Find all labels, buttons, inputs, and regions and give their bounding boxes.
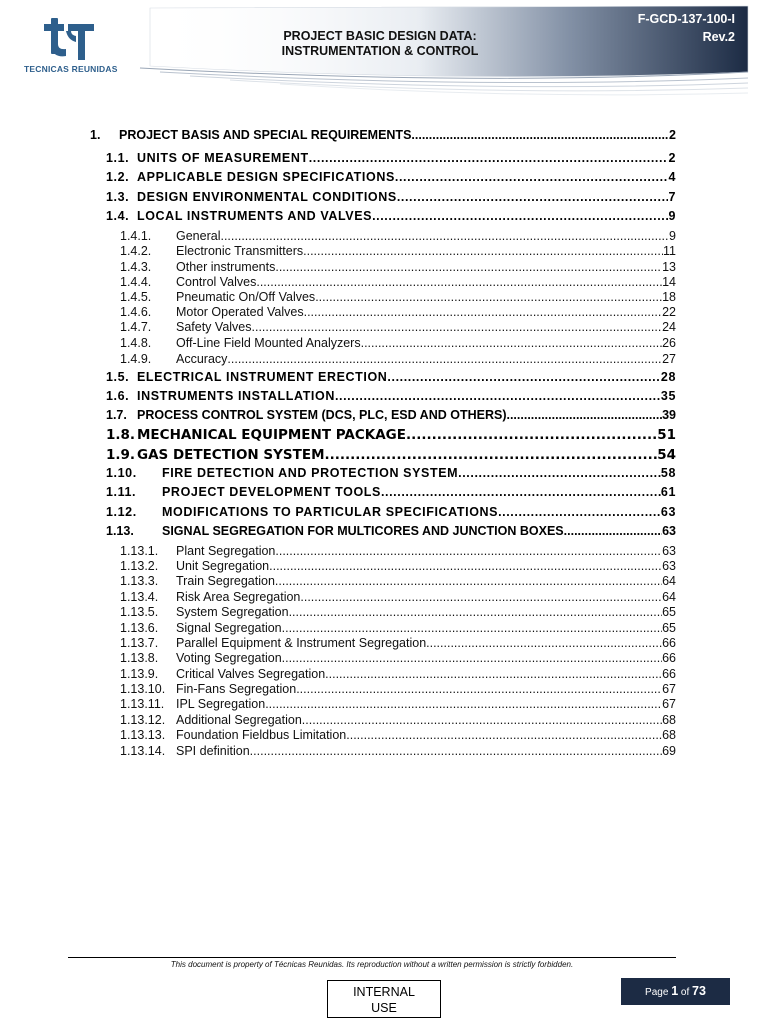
toc-entry[interactable] [106,485,676,499]
page-total: 73 [692,984,706,998]
toc-page: 63 [662,544,676,558]
toc-number: 1.4.5. [120,290,152,304]
toc-page: 63 [662,559,676,573]
toc-page: 24 [662,320,676,334]
toc-leader [458,466,661,480]
toc-number: 1.13.2. [120,559,159,573]
toc-page: 67 [662,682,676,696]
toc-entry[interactable] [120,320,676,334]
toc-title: PROJECT BASIS AND SPECIAL REQUIREMENTS [119,128,412,142]
toc-entry[interactable] [120,728,676,742]
toc-leader [325,447,658,463]
toc-page: 66 [662,636,676,650]
toc-number: 1.13.9. [120,667,159,681]
toc-entry[interactable] [120,667,676,681]
toc-leader [256,275,662,289]
toc-page: 65 [662,621,676,635]
toc-leader [372,209,668,223]
toc-entry[interactable] [106,190,676,204]
toc-number: 1.5. [106,370,130,384]
toc-page: 18 [662,290,676,304]
toc-entry[interactable] [120,275,676,289]
toc-entry[interactable] [106,505,676,519]
toc-title: Electronic Transmitters [176,244,304,258]
toc-leader [395,170,669,184]
toc-page: 27 [662,352,676,366]
toc-leader [309,151,669,165]
toc-leader [275,574,662,588]
toc-number: 1.13.14. [120,744,166,758]
toc-title: Risk Area Segregation [176,590,301,604]
toc-number: 1.12. [106,505,137,519]
logo-wordmark: TECNICAS REUNIDAS [24,64,118,74]
toc-title: Additional Segregation [176,713,302,727]
toc-title: Unit Segregation [176,559,270,573]
toc-page: 64 [662,590,676,604]
toc-entry[interactable] [120,290,676,304]
toc-number: 1.7. [106,408,127,422]
toc-entry[interactable] [120,682,676,696]
toc-page: 65 [662,605,676,619]
toc-entry[interactable] [90,128,676,142]
toc-number: 1.4.3. [120,260,152,274]
toc-title: SIGNAL SEGREGATION FOR MULTICORES AND JUNCTION BOXES [162,524,564,538]
toc-number: 1.2. [106,170,130,184]
toc-title: PROJECT DEVELOPMENT TOOLS [162,485,381,499]
toc-title: Voting Segregation [176,651,282,665]
toc-number: 1.13.12. [120,713,166,727]
toc-title: Critical Valves Segregation [176,667,326,681]
toc-page: 54 [657,447,676,463]
toc-title: FIRE DETECTION AND PROTECTION SYSTEM [162,466,459,480]
toc-number: 1.13.11. [120,697,165,711]
toc-page: 14 [662,275,676,289]
toc-leader [275,544,662,558]
toc-number: 1.4. [106,209,130,223]
toc-number: 1. [90,128,101,142]
toc-number: 1.13.6. [120,621,159,635]
toc-entry[interactable] [120,305,676,319]
toc-entry[interactable] [120,605,676,619]
toc-leader [265,697,662,711]
toc-page: 2 [669,128,676,142]
copyright-notice: This document is property of Técnicas Reunidas. Its reproduction without a written permission is strictly forbidden. [170,960,574,969]
toc-title: Motor Operated Valves [176,305,304,319]
document-revision: Rev.2 [702,30,735,44]
toc-number: 1.4.8. [120,336,152,350]
toc-title: Parallel Equipment & Instrument Segregation [176,636,427,650]
toc-number: 1.3. [106,190,130,204]
toc-leader [325,667,662,681]
toc-page: 39 [662,408,676,422]
toc-title: INSTRUMENTS INSTALLATION [137,389,335,403]
toc-entry[interactable] [120,744,676,758]
toc-number: 1.13.4. [120,590,159,604]
toc-title: System Segregation [176,605,289,619]
toc-title: Train Segregation [176,574,275,588]
toc-entry[interactable] [120,260,676,274]
toc-leader [426,636,662,650]
toc-title: LOCAL INSTRUMENTS AND VALVES [137,209,373,223]
toc-leader [250,744,662,758]
toc-title: Safety Valves [176,320,252,334]
toc-entry[interactable] [106,427,676,443]
toc-page: 22 [662,305,676,319]
toc-leader [302,713,662,727]
page-of: of [680,987,690,998]
toc-number: 1.13.1. [120,544,159,558]
toc-entry[interactable] [120,244,676,258]
toc-leader [304,305,662,319]
toc-entry[interactable] [106,370,676,384]
toc-number: 1.13.3. [120,574,159,588]
classification-box [327,980,441,1018]
toc-entry[interactable] [120,352,676,366]
toc-page: 66 [662,651,676,665]
toc-page: 28 [660,370,676,384]
toc-number: 1.13.8. [120,651,159,665]
toc-leader [252,320,663,334]
toc-title: MECHANICAL EQUIPMENT PACKAGE [137,427,406,443]
toc-entry[interactable] [120,651,676,665]
toc-title: PROCESS CONTROL SYSTEM (DCS, PLC, ESD AND OTHERS) [137,408,507,422]
toc-number: 1.4.7. [120,320,152,334]
toc-title: Fin-Fans Segregation [176,682,297,696]
toc-page: 66 [662,667,676,681]
toc-entry[interactable] [120,636,676,650]
toc-entry[interactable] [106,170,676,184]
toc-entry[interactable] [120,713,676,727]
toc-page: 67 [662,697,676,711]
toc-leader [506,408,662,422]
toc-title: Accuracy [176,352,228,366]
toc-leader [315,290,662,304]
toc-title: DESIGN ENVIRONMENTAL CONDITIONS [137,190,397,204]
toc-page: 64 [662,574,676,588]
toc-number: 1.6. [106,389,130,403]
toc-leader [406,427,657,443]
classification-line-1: INTERNAL [353,985,415,999]
toc-entry[interactable] [106,151,676,165]
toc-title: UNITS OF MEASUREMENT [137,151,309,165]
toc-leader [282,651,662,665]
document-code: F-GCD-137-100-I [637,12,735,26]
toc-number: 1.9. [106,447,136,463]
toc-entry[interactable] [120,590,676,604]
toc-entry[interactable] [120,697,676,711]
toc-page: 68 [662,713,676,727]
toc-entry[interactable] [120,229,676,243]
toc-title: Off-Line Field Mounted Analyzers [176,336,361,350]
toc-leader [300,590,662,604]
toc-leader [282,621,662,635]
toc-leader [397,190,669,204]
toc-title: Other instruments [176,260,276,274]
toc-leader [269,559,662,573]
toc-leader [411,128,669,142]
toc-entry[interactable] [120,544,676,558]
toc-title: MODIFICATIONS TO PARTICULAR SPECIFICATIONS [162,505,499,519]
toc-page: 26 [662,336,676,350]
toc-title: General [176,229,221,243]
toc-title: GAS DETECTION SYSTEM [137,447,325,463]
toc-leader [296,682,662,696]
toc-number: 1.4.2. [120,244,152,258]
company-logo [18,18,128,78]
toc-page: 58 [660,466,676,480]
toc-entry[interactable] [106,209,676,223]
toc-number: 1.4.9. [120,352,152,366]
toc-page: 51 [657,427,676,443]
toc-entry[interactable] [106,389,676,403]
toc-page: 4 [668,170,676,184]
footer-divider [68,957,676,958]
toc-entry[interactable] [120,559,676,573]
toc-leader [227,352,662,366]
toc-number: 1.4.4. [120,275,152,289]
toc-entry[interactable] [106,466,676,480]
toc-title: Foundation Fieldbus Limitation [176,728,347,742]
toc-leader [335,389,661,403]
toc-entry[interactable] [120,621,676,635]
toc-leader [387,370,660,384]
toc-entry[interactable] [106,447,676,463]
toc-title: Signal Segregation [176,621,282,635]
toc-title: ELECTRICAL INSTRUMENT ERECTION [137,370,388,384]
toc-leader [564,524,662,538]
toc-title: APPLICABLE DESIGN SPECIFICATIONS [137,170,395,184]
tr-logo-icon [44,18,96,60]
toc-page: 2 [668,151,676,165]
page-header [0,0,768,100]
toc-number: 1.13.7. [120,636,159,650]
toc-number: 1.8. [106,427,136,443]
toc-number: 1.13.13. [120,728,166,742]
toc-page: 63 [662,524,676,538]
toc-page: 68 [662,728,676,742]
toc-leader [361,336,663,350]
toc-number: 1.1. [106,151,130,165]
toc-page: 13 [662,260,676,274]
classification-line-2: USE [371,1001,397,1015]
document-title-line-1: PROJECT BASIC DESIGN DATA: [283,29,477,43]
toc-page: 69 [662,744,676,758]
document-title-line-2: INSTRUMENTATION & CONTROL [281,44,479,58]
toc-leader [289,605,663,619]
toc-entry[interactable] [106,408,676,422]
toc-leader [275,260,662,274]
document-title [230,29,530,59]
page-label: Page [645,987,669,998]
toc-page: 7 [668,190,676,204]
toc-page: 9 [668,209,676,223]
toc-leader [498,505,661,519]
page-number-box [621,978,730,1005]
toc-page: 61 [660,485,676,499]
toc-title: Pneumatic On/Off Valves [176,290,316,304]
page-current: 1 [671,984,679,998]
toc-title: Control Valves [176,275,257,289]
toc-leader [220,229,669,243]
toc-entry[interactable] [106,524,676,538]
toc-leader [381,485,661,499]
toc-number: 1.13. [106,524,134,538]
toc-number: 1.10. [106,466,137,480]
toc-title: SPI definition [176,744,250,758]
toc-page: 9 [669,229,676,243]
toc-number: 1.4.1. [120,229,152,243]
toc-page: 63 [660,505,676,519]
toc-number: 1.11. [106,485,137,499]
toc-entry[interactable] [120,574,676,588]
toc-leader [346,728,662,742]
toc-number: 1.4.6. [120,305,152,319]
toc-leader [303,244,663,258]
toc-number: 1.13.10. [120,682,166,696]
toc-entry[interactable] [120,336,676,350]
toc-title: IPL Segregation [176,697,266,711]
toc-title: Plant Segregation [176,544,276,558]
toc-page: 11 [663,244,676,258]
toc-number: 1.13.5. [120,605,159,619]
toc-page: 35 [660,389,676,403]
